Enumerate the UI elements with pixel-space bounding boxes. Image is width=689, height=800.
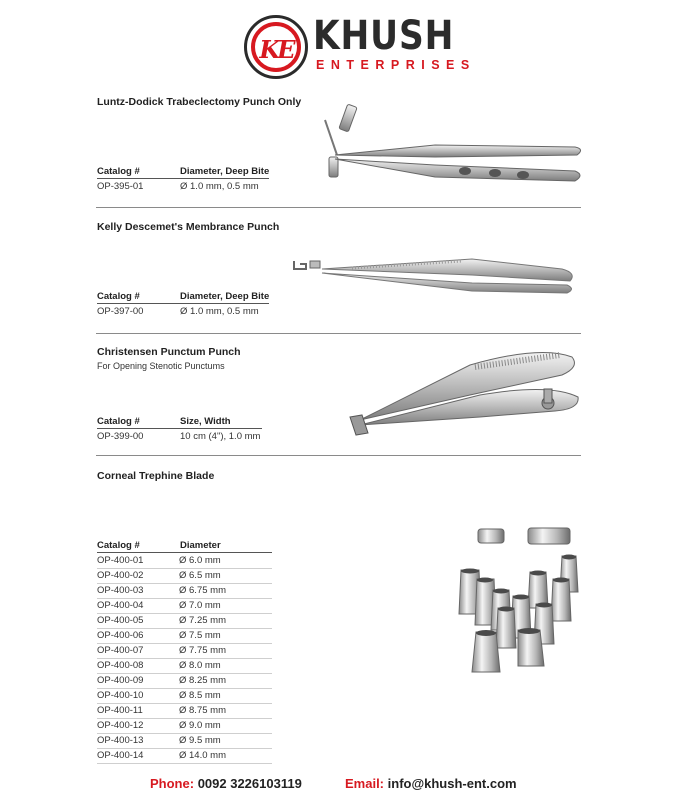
punctum-punch-image — [350, 345, 585, 440]
spec-value: 10 cm (4"), 1.0 mm — [180, 431, 261, 442]
section-divider — [96, 333, 581, 334]
table-row — [97, 585, 257, 600]
table-row — [97, 735, 257, 750]
logo-ring — [251, 22, 301, 72]
table-row — [97, 690, 257, 705]
catalog-number: OP-400-14 — [97, 750, 144, 761]
row-divider — [97, 568, 272, 569]
table-row — [97, 675, 257, 690]
spec-header: Diameter, Deep Bite — [180, 291, 270, 302]
catalog-number: OP-400-09 — [97, 675, 144, 686]
section-divider — [96, 207, 581, 208]
trabeculectomy-punch-image — [315, 105, 585, 185]
header-rule — [97, 303, 269, 304]
diameter-value: Ø 6.0 mm — [179, 555, 221, 566]
table-row — [97, 630, 257, 645]
catalog-number: OP-400-05 — [97, 615, 144, 626]
catalog-number: OP-400-06 — [97, 630, 144, 641]
trephine-blades-image — [458, 524, 588, 684]
row-divider — [97, 583, 272, 584]
catalog-number: OP-400-13 — [97, 735, 144, 746]
catalog-header: Catalog # — [97, 540, 140, 551]
phone-value[interactable]: 0092 3226103119 — [197, 776, 302, 791]
diameter-value: Ø 8.5 mm — [179, 690, 221, 701]
email-label: Email: — [345, 776, 385, 791]
diameter-value: Ø 7.0 mm — [179, 600, 221, 611]
row-divider — [97, 688, 272, 689]
row-divider — [97, 628, 272, 629]
email-contact — [345, 776, 517, 791]
diameter-value: Ø 14.0 mm — [179, 750, 226, 761]
logo-mark: KE — [259, 35, 293, 64]
diameter-value: Ø 6.75 mm — [179, 585, 226, 596]
catalog-number: OP-400-12 — [97, 720, 144, 731]
catalog-number: OP-400-11 — [97, 705, 143, 716]
diameter-value: Ø 8.75 mm — [179, 705, 226, 716]
descemet-punch-image — [292, 255, 582, 300]
product-title: Luntz-Dodick Trabeclectomy Punch Only — [97, 96, 302, 108]
row-divider — [97, 673, 272, 674]
product-subtitle: For Opening Stenotic Punctums — [97, 361, 225, 371]
diameter-value: Ø 8.0 mm — [179, 660, 221, 671]
table-row — [97, 555, 257, 570]
diameter-value: Ø 9.0 mm — [179, 720, 221, 731]
table-row — [97, 750, 257, 765]
table-row — [97, 645, 257, 660]
phone-label: Phone: — [150, 776, 195, 791]
catalog-number: OP-400-08 — [97, 660, 144, 671]
table-row — [97, 570, 257, 585]
brand-name: KHUSH — [313, 13, 455, 59]
catalog-header: Catalog # — [97, 416, 140, 427]
product-title: Corneal Trephine Blade — [97, 470, 215, 482]
row-divider — [97, 643, 272, 644]
spec-header: Diameter, Deep Bite — [180, 166, 270, 177]
catalog-number: OP-397-00 — [97, 306, 144, 317]
diameter-value: Ø 7.5 mm — [179, 630, 221, 641]
phone-contact — [150, 776, 302, 791]
diameter-value: Ø 6.5 mm — [179, 570, 221, 581]
diameter-value: Ø 7.25 mm — [179, 615, 226, 626]
section-divider — [96, 455, 581, 456]
spec-value: Ø 1.0 mm, 0.5 mm — [180, 306, 259, 317]
row-divider — [97, 718, 272, 719]
table-row — [97, 615, 257, 630]
row-divider — [97, 598, 272, 599]
brand-subtitle: ENTERPRISES — [316, 58, 476, 72]
diameter-value: Ø 8.25 mm — [179, 675, 226, 686]
header-rule — [97, 178, 269, 179]
table-row — [97, 660, 257, 675]
spec-value: Ø 1.0 mm, 0.5 mm — [180, 181, 259, 192]
diameter-value: Ø 7.75 mm — [179, 645, 226, 656]
catalog-number: OP-400-04 — [97, 600, 144, 611]
row-divider — [97, 748, 272, 749]
email-value[interactable]: info@khush-ent.com — [387, 776, 517, 791]
row-divider — [97, 658, 272, 659]
product-title: Kelly Descemet's Membrance Punch — [97, 221, 280, 233]
table-row — [97, 705, 257, 720]
logo — [244, 15, 308, 79]
catalog-number: OP-400-03 — [97, 585, 144, 596]
product-title: Christensen Punctum Punch — [97, 346, 241, 358]
catalog-number: OP-399-00 — [97, 431, 144, 442]
row-divider — [97, 733, 272, 734]
row-divider — [97, 703, 272, 704]
catalog-number: OP-400-01 — [97, 555, 144, 566]
header-rule — [97, 552, 272, 553]
row-divider — [97, 613, 272, 614]
catalog-number: OP-395-01 — [97, 181, 144, 192]
catalog-header: Catalog # — [97, 291, 140, 302]
catalog-header: Catalog # — [97, 166, 140, 177]
catalog-number: OP-400-07 — [97, 645, 144, 656]
table-row — [97, 600, 257, 615]
row-divider — [97, 763, 272, 764]
table-row — [97, 720, 257, 735]
spec-header: Size, Width — [180, 416, 231, 427]
catalog-number: OP-400-10 — [97, 690, 144, 701]
spec-header: Diameter — [180, 540, 221, 551]
header-rule — [97, 428, 262, 429]
diameter-value: Ø 9.5 mm — [179, 735, 221, 746]
catalog-number: OP-400-02 — [97, 570, 144, 581]
